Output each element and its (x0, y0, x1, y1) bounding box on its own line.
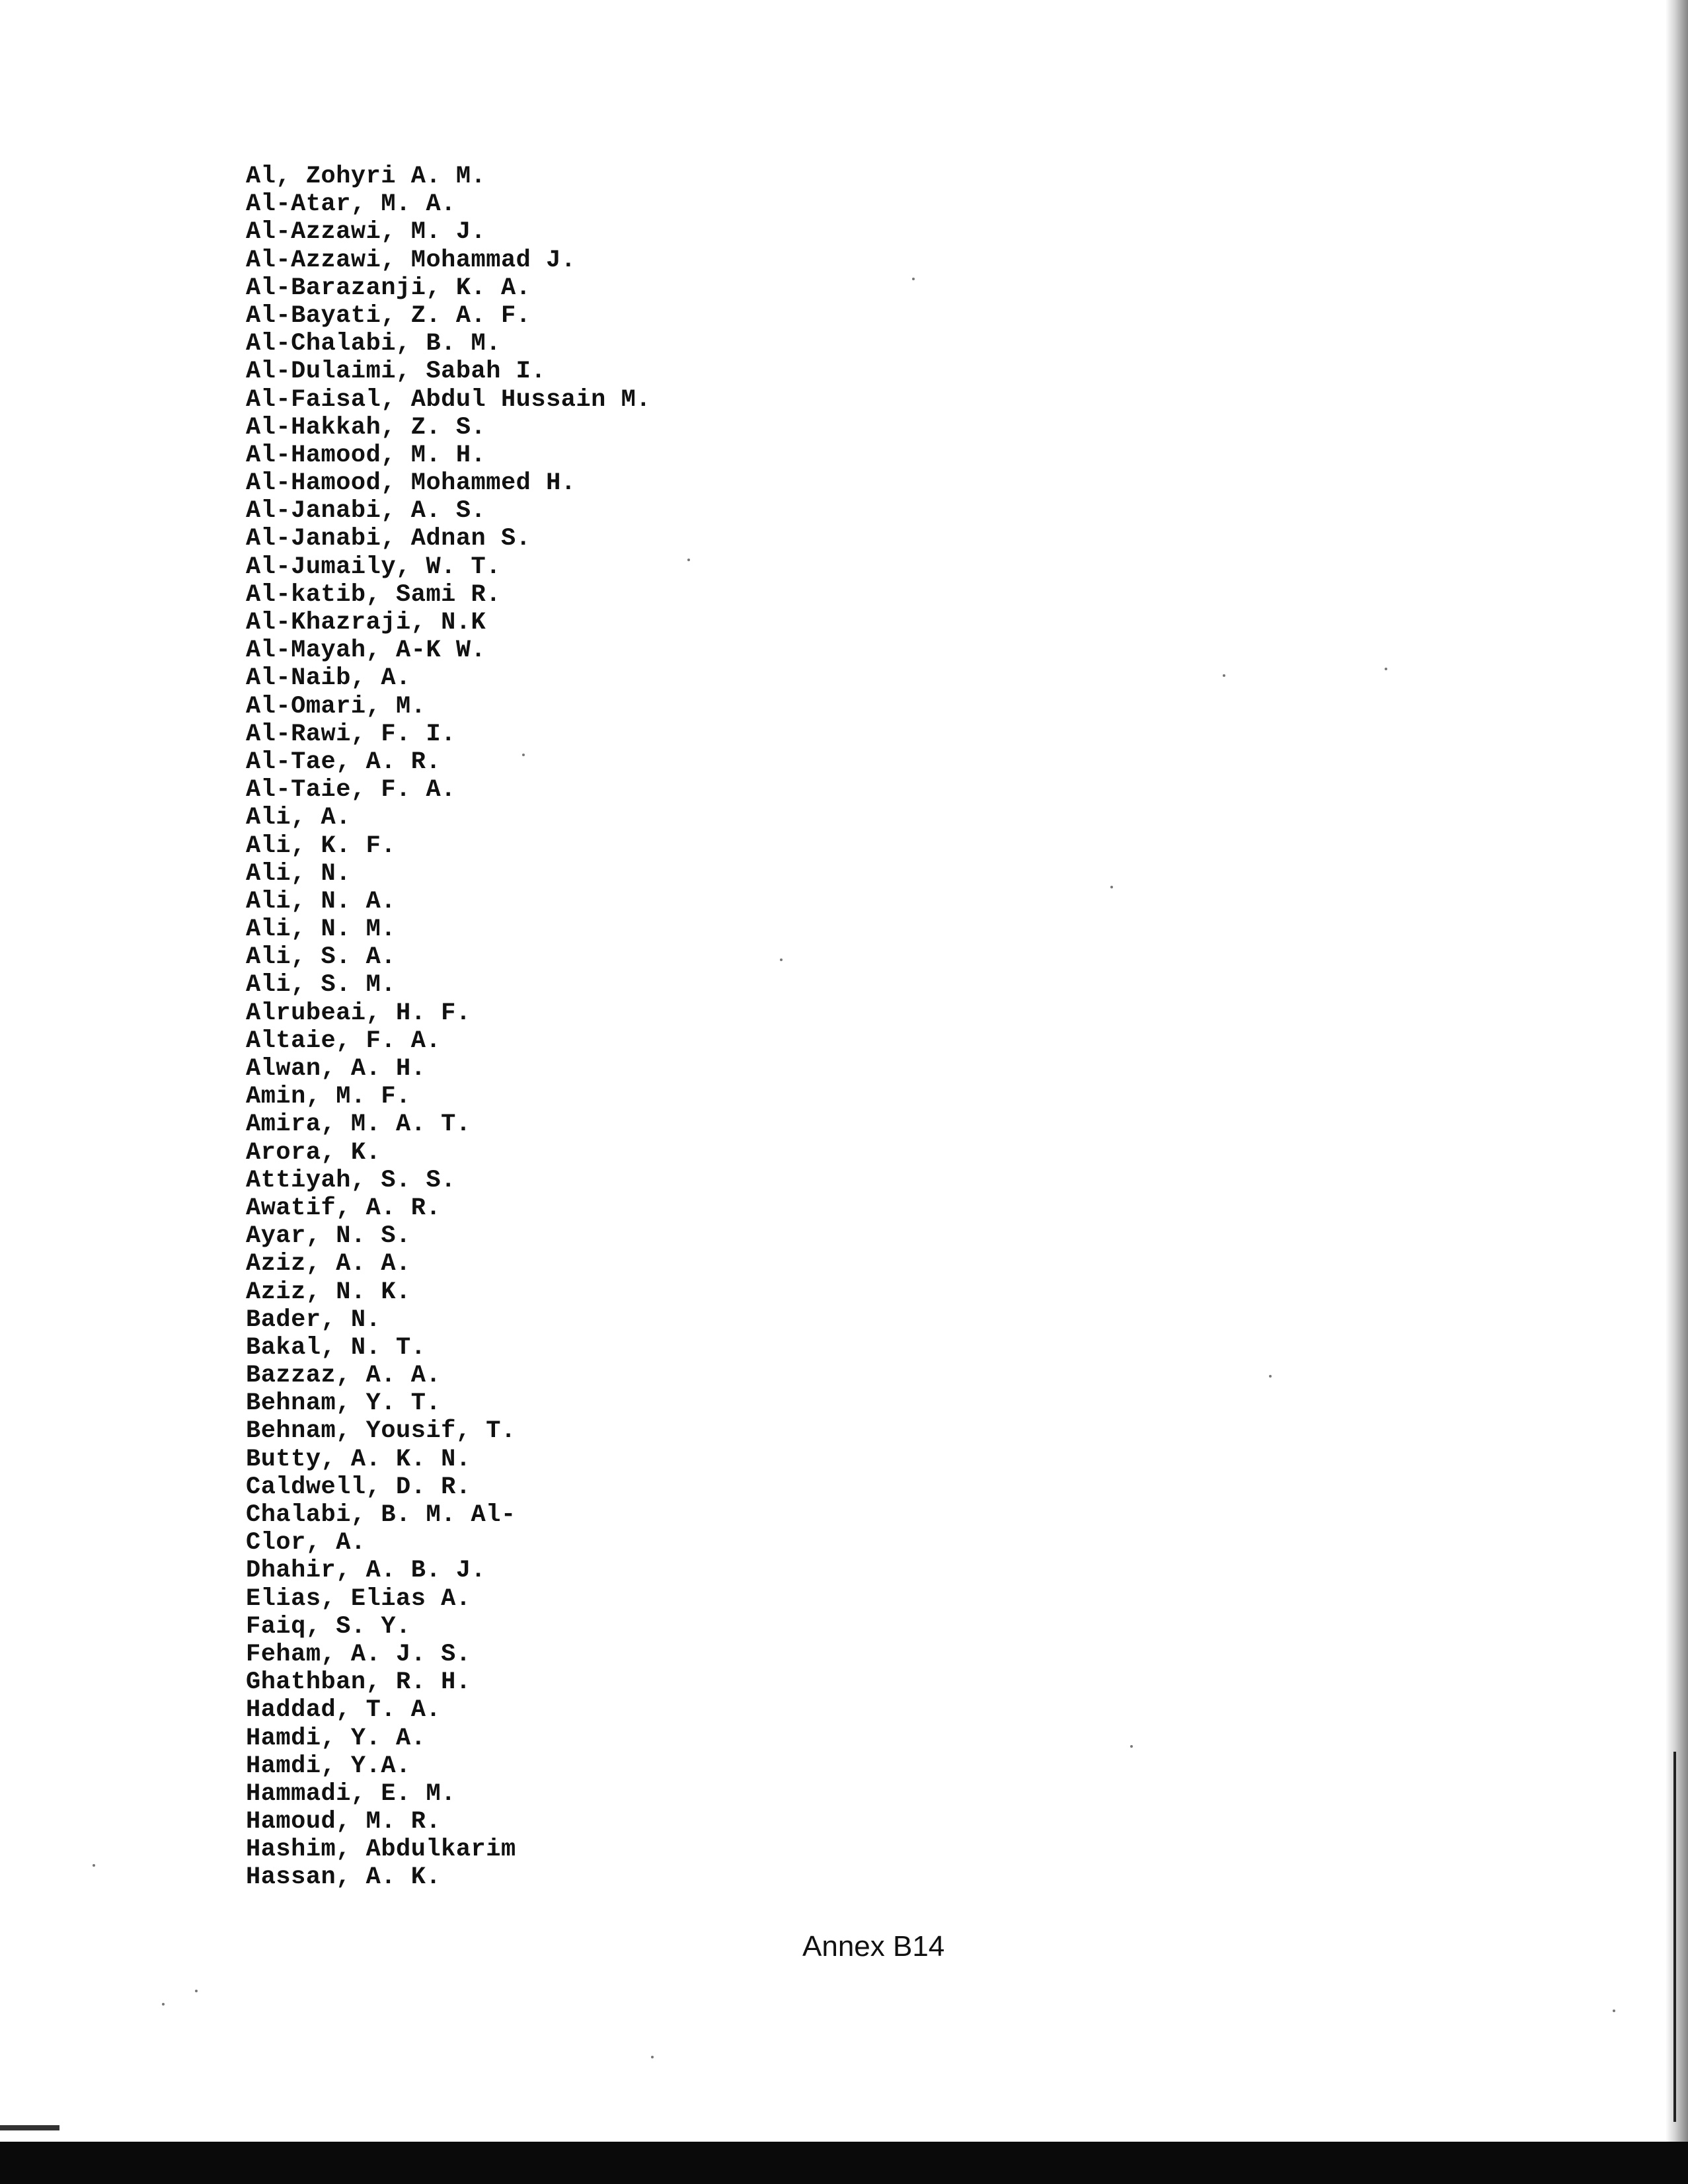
name-entry: Faiq, S. Y. (246, 1612, 411, 1641)
scan-speck (1269, 1375, 1272, 1378)
name-entry: Al-Barazanji, K. A. (246, 274, 531, 302)
scan-bottom-bar (0, 2142, 1688, 2184)
name-entry: Butty, A. K. N. (246, 1445, 471, 1473)
name-entry: Dhahir, A. B. J. (246, 1557, 486, 1585)
name-entry: Al-Azzawi, Mohammad J. (246, 246, 576, 274)
name-entry: Al-Tae, A. R. (246, 748, 441, 776)
name-entry: Ali, N. A. (246, 887, 397, 916)
name-entry: Behnam, Yousif, T. (246, 1417, 516, 1446)
scan-corner-mark (0, 2125, 59, 2130)
scan-speck (1613, 2009, 1615, 2012)
scan-speck (912, 278, 915, 280)
name-entry: Ali, N. (246, 859, 351, 888)
scan-speck (651, 2056, 654, 2058)
name-entry: Bazzaz, A. A. (246, 1362, 441, 1390)
name-entry: Hashim, Abdulkarim (246, 1836, 516, 1864)
name-entry: Hammadi, E. M. (246, 1779, 456, 1808)
name-entry: Al-Naib, A. (246, 664, 411, 693)
name-entry: Aziz, A. A. (246, 1250, 411, 1278)
scan-speck (780, 958, 783, 961)
name-entry: Hamoud, M. R. (246, 1808, 441, 1836)
name-entry: Attiyah, S. S. (246, 1166, 456, 1194)
name-entry: Hamdi, Y. A. (246, 1724, 426, 1752)
scan-speck (1130, 1745, 1133, 1748)
name-entry: Feham, A. J. S. (246, 1640, 471, 1668)
name-entry: Al-Hamood, Mohammed H. (246, 469, 576, 498)
name-entry: Al-Chalabi, B. M. (246, 330, 501, 358)
name-entry: Awatif, A. R. (246, 1194, 441, 1222)
name-entry: Al-Hakkah, Z. S. (246, 413, 486, 442)
name-entry: Al-Jumaily, W. T. (246, 553, 501, 581)
name-entry: Haddad, T. A. (246, 1696, 441, 1725)
scan-speck (522, 754, 525, 756)
name-entry: Al-Bayati, Z. A. F. (246, 301, 531, 330)
name-entry: Arora, K. (246, 1138, 381, 1167)
name-entry: Alrubeai, H. F. (246, 999, 471, 1027)
annex-label: Annex B14 (802, 1930, 945, 1963)
name-entry: Amin, M. F. (246, 1083, 411, 1111)
name-entry: Al-katib, Sami R. (246, 580, 501, 609)
name-entry: Hassan, A. K. (246, 1863, 441, 1892)
name-entry: Ayar, N. S. (246, 1222, 411, 1251)
scan-edge-line (1673, 1752, 1676, 2122)
name-entry: Caldwell, D. R. (246, 1473, 471, 1501)
name-entry: Al, Zohyri A. M. (246, 163, 486, 190)
name-entry: Aziz, N. K. (246, 1278, 411, 1306)
name-entry: Ali, A. (246, 804, 351, 832)
name-entry: Ghathban, R. H. (246, 1668, 471, 1697)
name-entry: Al-Khazraji, N.K (246, 609, 486, 637)
name-entry: Al-Hamood, M. H. (246, 441, 486, 469)
scan-speck (687, 559, 690, 561)
name-entry: Ali, N. M. (246, 916, 397, 944)
name-entry: Al-Faisal, Abdul Hussain M. (246, 385, 651, 414)
scan-speck (93, 1864, 95, 1867)
scan-speck (1385, 668, 1387, 670)
name-entry: Alwan, A. H. (246, 1055, 426, 1083)
name-entry: Al-Rawi, F. I. (246, 720, 456, 748)
name-entry: Amira, M. A. T. (246, 1111, 471, 1139)
name-entry: Bakal, N. T. (246, 1333, 426, 1362)
scan-edge-shadow (1666, 0, 1688, 2184)
name-entry: Ali, S. M. (246, 971, 397, 999)
scan-speck (1223, 674, 1225, 677)
scan-speck (1110, 886, 1113, 888)
name-entry: Ali, K. F. (246, 832, 397, 860)
name-entry: Al-Mayah, A-K W. (246, 637, 486, 665)
name-entry: Al-Taie, F. A. (246, 776, 456, 804)
name-entry: Al-Omari, M. (246, 692, 426, 721)
name-entry: Hamdi, Y.A. (246, 1752, 411, 1780)
author-name-list (246, 163, 651, 1892)
name-entry: Al-Janabi, Adnan S. (246, 525, 531, 553)
name-entry: Bader, N. (246, 1306, 381, 1334)
name-entry: Al-Atar, M. A. (246, 190, 456, 219)
name-entry: Ali, S. A. (246, 943, 397, 972)
name-entry: Behnam, Y. T. (246, 1389, 441, 1418)
name-entry: Al-Janabi, A. S. (246, 497, 486, 526)
name-entry: Elias, Elias A. (246, 1584, 471, 1613)
name-entry: Al-Dulaimi, Sabah I. (246, 358, 547, 386)
scan-speck (195, 1990, 198, 1992)
name-entry: Chalabi, B. M. Al- (246, 1501, 516, 1529)
name-entry: Altaie, F. A. (246, 1027, 441, 1055)
scan-speck (162, 2003, 165, 2006)
name-entry: Al-Azzawi, M. J. (246, 218, 486, 247)
name-entry: Clor, A. (246, 1529, 366, 1557)
